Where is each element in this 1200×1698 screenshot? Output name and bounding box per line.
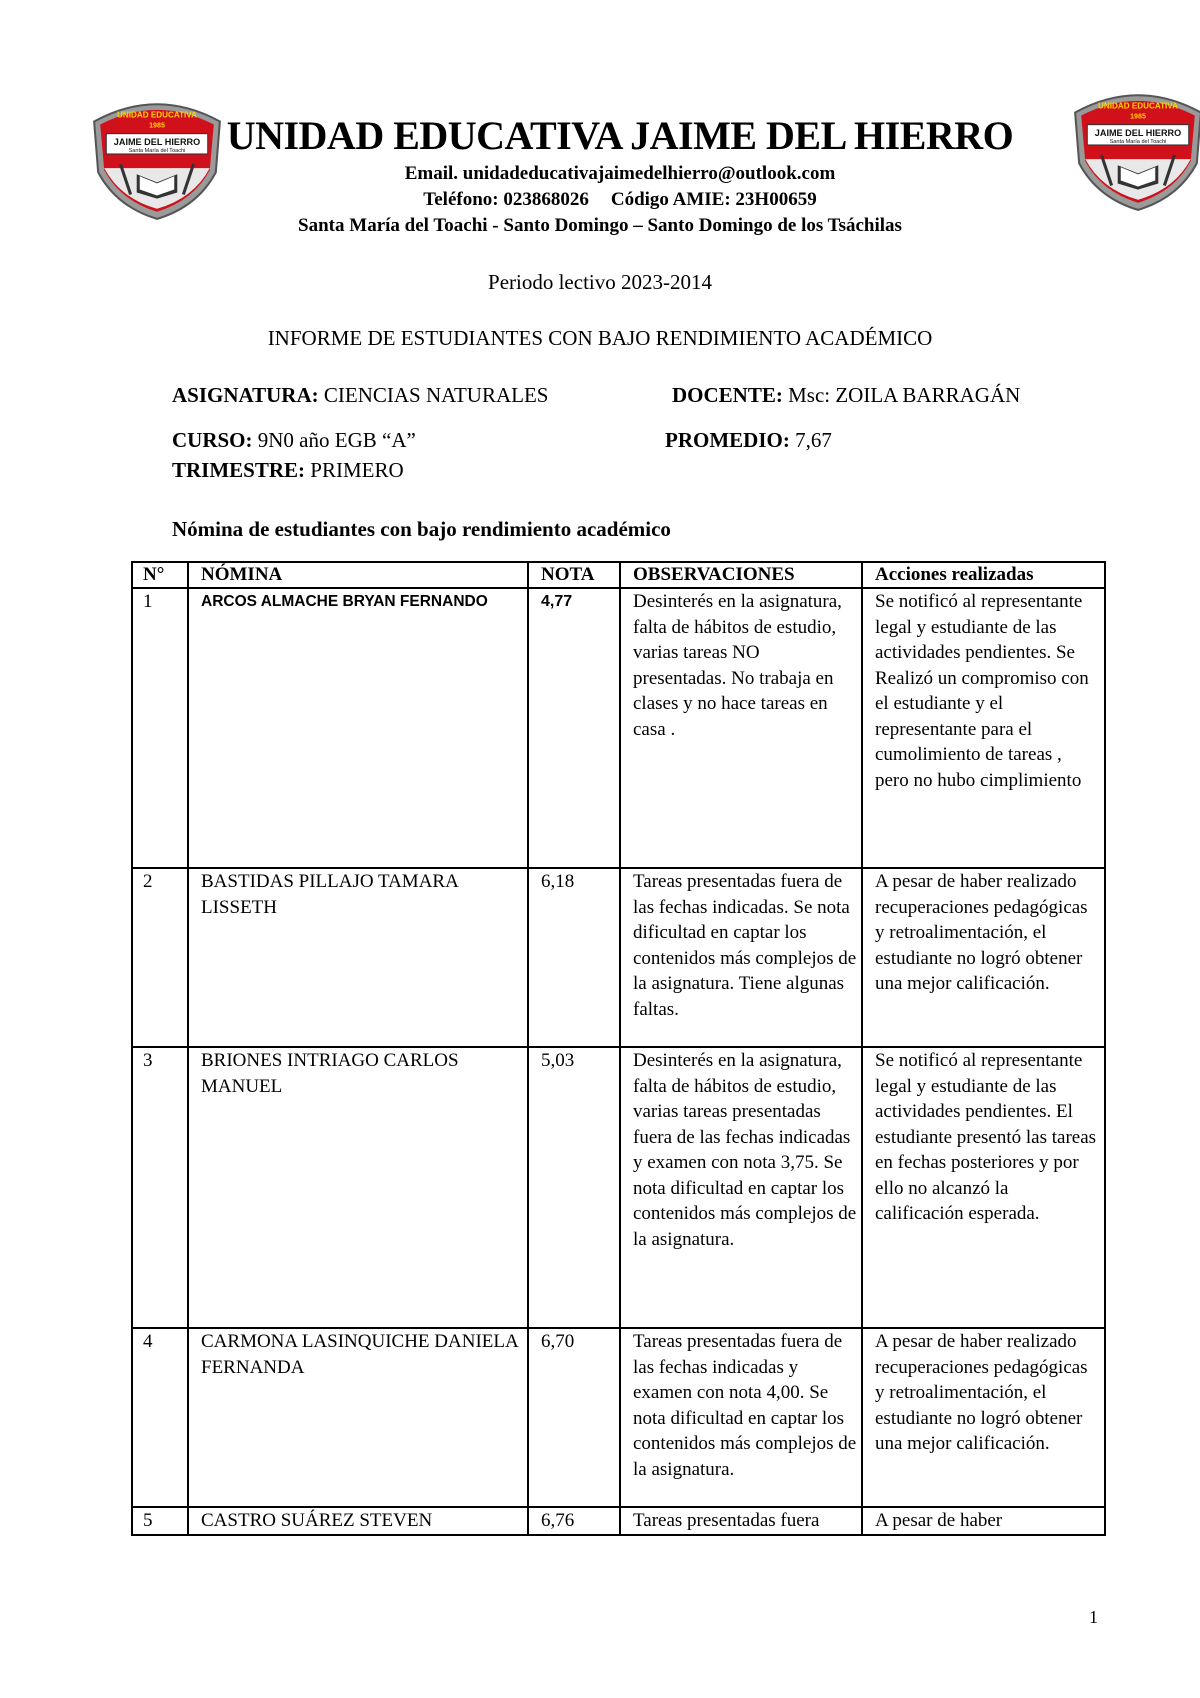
course-field xyxy=(172,428,416,453)
student-grade: 6,70 xyxy=(528,1328,620,1507)
row-number: 4 xyxy=(132,1328,188,1507)
table-row xyxy=(132,1047,1105,1328)
page-number: 1 xyxy=(1089,1607,1098,1627)
student-name: BASTIDAS PILLAJO TAMARA LISSETH xyxy=(188,868,528,1047)
table-row xyxy=(132,868,1105,1047)
svg-text:JAIME DEL HIERRO: JAIME DEL HIERRO xyxy=(1094,127,1182,138)
svg-text:Santa María del Toachi: Santa María del Toachi xyxy=(1109,138,1167,145)
svg-text:1985: 1985 xyxy=(149,121,165,130)
svg-text:UNIDAD EDUCATIVA: UNIDAD EDUCATIVA xyxy=(117,110,197,120)
student-grade: 5,03 xyxy=(528,1047,620,1328)
student-observations: Tareas presentadas fuera de las fechas indicadas. Se nota dificultad en captar los contenidos más complejos de la asignatura. Tiene algunas faltas. xyxy=(620,868,862,1047)
actions-taken: A pesar de haber xyxy=(862,1507,1105,1535)
row-number: 1 xyxy=(132,588,188,868)
subject-field xyxy=(172,383,548,408)
course-label: CURSO: xyxy=(172,428,253,452)
student-name: CARMONA LASINQUICHE DANIELA FERNANDA xyxy=(188,1328,528,1507)
school-email: Email. unidadeducativajaimedelhierro@outlook.com xyxy=(404,163,836,184)
average-field xyxy=(665,428,832,453)
report-title: INFORME DE ESTUDIANTES CON BAJO RENDIMIENTO ACADÉMICO xyxy=(267,326,933,350)
student-grade: 4,77 xyxy=(528,588,620,868)
student-name: ARCOS ALMACHE BRYAN FERNANDO xyxy=(188,588,528,868)
term-value: PRIMERO xyxy=(310,458,404,482)
row-number: 3 xyxy=(132,1047,188,1328)
subject-value: CIENCIAS NATURALES xyxy=(323,383,549,407)
student-observations: Tareas presentadas fuera xyxy=(620,1507,862,1535)
school-address: Santa María del Toachi - Santo Domingo – Santo Domingo de los Tsáchilas xyxy=(298,215,902,236)
school-period: Periodo lectivo 2023-2014 xyxy=(488,270,712,294)
teacher-field xyxy=(672,383,1020,408)
student-grade: 6,76 xyxy=(528,1507,620,1535)
header-grade: NOTA xyxy=(528,562,620,588)
header-observations: OBSERVACIONES xyxy=(620,562,862,588)
header-actions: Acciones realizadas xyxy=(862,562,1105,588)
actions-taken: Se notificó al representante legal y estudiante de las actividades pendientes. El estudiante presentó las tareas en fechas posteriores y por ello no alcanzó la calificación esperada. xyxy=(862,1047,1105,1328)
svg-text:UNIDAD EDUCATIVA: UNIDAD EDUCATIVA xyxy=(1098,101,1178,111)
low-performance-students-table xyxy=(131,561,1106,1536)
term-label: TRIMESTRE: xyxy=(172,458,306,482)
phone-number: Teléfono: 023868026 xyxy=(423,189,589,210)
student-name: CASTRO SUÁREZ STEVEN xyxy=(188,1507,528,1535)
table-header-row xyxy=(132,562,1105,588)
teacher-value: Msc: ZOILA BARRAGÁN xyxy=(788,383,1021,407)
header-name: NÓMINA xyxy=(188,562,528,588)
term-field xyxy=(172,458,404,483)
school-name: UNIDAD EDUCATIVA JAIME DEL HIERRO xyxy=(226,113,1014,158)
amie-code: Código AMIE: 23H00659 xyxy=(610,189,817,210)
teacher-label: DOCENTE: xyxy=(672,383,783,407)
actions-taken: Se notificó al representante legal y estudiante de las actividades pendientes. Se Realizó un compromiso con el estudiante y el representante para el cumolimiento de tareas , pero no hubo cimplimiento xyxy=(862,588,1105,868)
student-name: BRIONES INTRIAGO CARLOS MANUEL xyxy=(188,1047,528,1328)
header-number: N° xyxy=(132,562,188,588)
row-number: 5 xyxy=(132,1507,188,1535)
svg-text:1985: 1985 xyxy=(1130,112,1146,121)
actions-taken: A pesar de haber realizado recuperaciones pedagógicas y retroalimentación, el estudiante no logró obtener una mejor calificación. xyxy=(862,868,1105,1047)
table-row xyxy=(132,588,1105,868)
svg-text:Santa María del Toachi: Santa María del Toachi xyxy=(128,147,186,154)
student-list-title: Nómina de estudiantes con bajo rendimiento académico xyxy=(172,517,671,541)
actions-taken: A pesar de haber realizado recuperaciones pedagógicas y retroalimentación, el estudiante no logró obtener una mejor calificación. xyxy=(862,1328,1105,1507)
average-label: PROMEDIO: xyxy=(665,428,790,452)
table-row xyxy=(132,1328,1105,1507)
school-phone-line xyxy=(0,189,1200,211)
student-observations: Tareas presentadas fuera de las fechas indicadas y examen con nota 4,00. Se nota dificultad en captar los contenidos más complejos de la asignatura. xyxy=(620,1328,862,1507)
average-value: 7,67 xyxy=(795,428,832,452)
student-grade: 6,18 xyxy=(528,868,620,1047)
student-observations: Desinterés en la asignatura, falta de hábitos de estudio, varias tareas NO presentadas. No trabaja en clases y no hace tareas en casa . xyxy=(620,588,862,868)
course-value: 9N0 año EGB “A” xyxy=(257,428,416,452)
svg-text:JAIME DEL HIERRO: JAIME DEL HIERRO xyxy=(113,136,201,147)
row-number: 2 xyxy=(132,868,188,1047)
student-observations: Desinterés en la asignatura, falta de hábitos de estudio, varias tareas presentadas fuera de las fechas indicadas y examen con nota 3,75. Se nota dificultad en captar los contenidos más complejos de la asignatura. xyxy=(620,1047,862,1328)
table-row xyxy=(132,1507,1105,1535)
subject-label: ASIGNATURA: xyxy=(172,383,319,407)
